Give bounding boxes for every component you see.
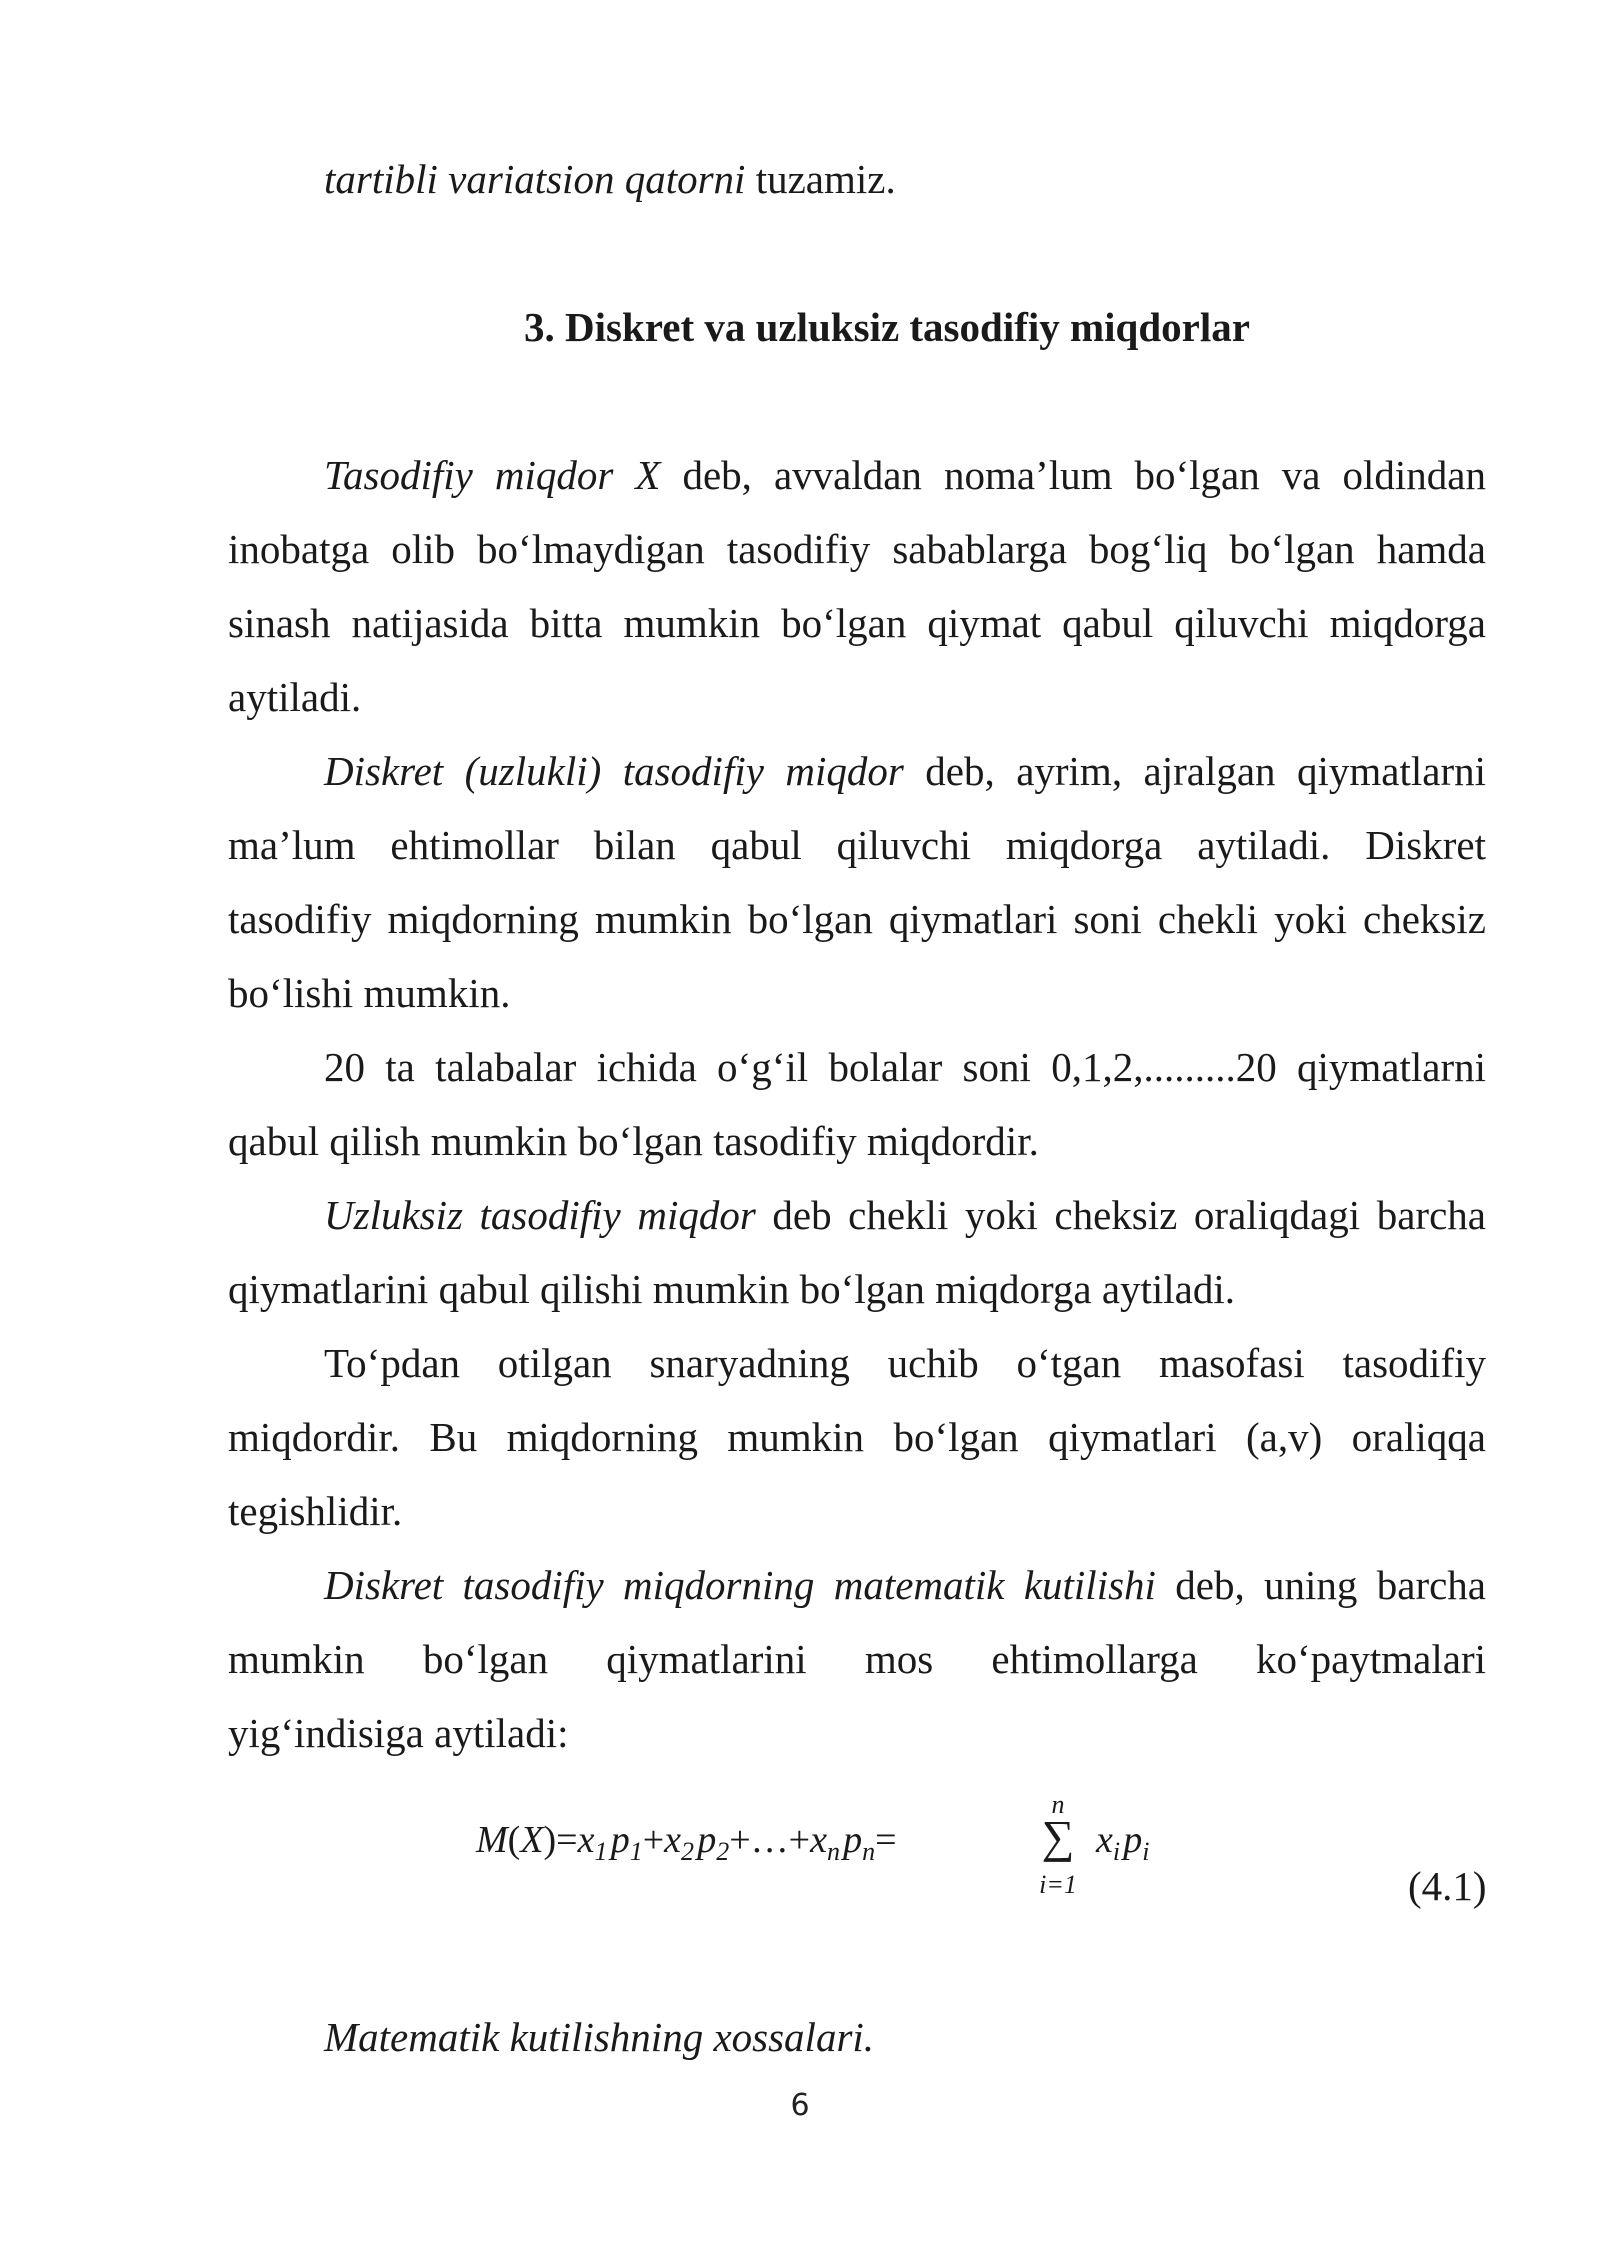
formula-xn: x [810,1819,827,1861]
sum-lower-limit: i=1 [1039,1870,1077,1899]
top-line-normal: tuzamiz. [745,156,896,202]
sum-x: x [1096,1819,1113,1861]
term-tasodifiy-miqdor: Tasodifiy miqdor X [324,452,661,498]
sum-x-index: i [1112,1837,1121,1866]
p4-line-1-text: deb chekli yoki cheksiz oraliqdagi barcha [755,1192,1486,1238]
p5-line-2: miqdordir. Bu miqdorning mumkin bo‘lgan qiymatlari (a,v) oraliqqa [228,1414,1486,1460]
p1-line-3: sinash natijasida bitta mumkin bo‘lgan qiymat qabul qiluvchi miqdorga [228,600,1486,646]
term-diskret: Diskret (uzlukli) tasodifiy miqdor [324,748,904,794]
formula-x2: x [664,1819,681,1861]
sum-sign: ∑ [1041,1811,1075,1862]
formula-sub-2b: 2 [716,1837,730,1866]
summation [1028,1790,1088,1920]
formula-main: $M(X)=x_1$ $p_1+x_2$ $p_2+\dots+x_n$ $p_n=$ [476,1819,897,1866]
formula-x-arg: X [520,1819,544,1861]
equation-number: (4.1) [1408,1863,1487,1909]
p6-line-3: yig‘indisiga aytiladi: [228,1710,569,1756]
formula-dots: … [750,1819,789,1861]
sum-upper-limit: n [1051,1790,1065,1819]
p2-line-4: bo‘lishi mumkin. [228,970,511,1016]
term-uzluksiz: Uzluksiz tasodifiy miqdor [324,1192,756,1238]
formula-sub-2a: 2 [681,1837,694,1866]
formula-x1: x [577,1819,595,1861]
p6-line-1-text: deb, uning barcha [1155,1562,1486,1608]
sum-p-index: i [1142,1837,1150,1866]
sum-p: p [1123,1819,1143,1861]
sum-term [1096,1818,1150,1867]
page-number: 6 [790,2088,810,2123]
p5-line-1: To‘pdan otilgan snaryadning uchib o‘tgan masofasi tasodifiy [324,1340,1486,1386]
top-line-italic: tartibli variatsion qatorni [324,156,746,202]
p4-line-2: qiymatlarini qabul qilishi mumkin bo‘lgan miqdorga aytiladi. [228,1266,1236,1312]
p2-line-1-text: deb, ayrim, ajralgan qiymatlarni [903,748,1487,794]
p2-line-3: tasodifiy miqdorning mumkin bo‘lgan qiymatlari soni chekli yoki cheksiz [228,896,1486,942]
p2-line-1 [228,746,1486,796]
formula-p1: p [610,1819,630,1861]
formula-sub-na: n [826,1837,840,1866]
formula-sub-1a: 1 [594,1837,608,1866]
p1-line-1-text: deb, avvaldan noma’lum bo‘lgan va oldindan [660,452,1486,498]
p2-line-2: ma’lum ehtimollar bilan qabul qiluvchi miqdorga aytiladi. Diskret [228,822,1486,868]
formula-p2: p [697,1819,717,1861]
document-page [228,0,1486,2262]
section-heading: 3. Diskret va uzluksiz tasodifiy miqdorlar [524,304,1250,350]
formula-sub-nb: n [862,1837,876,1866]
formula-sub-1b: 1 [629,1837,643,1866]
p1-line-2: inobatga olib bo‘lmaydigan tasodifiy sabablarga bog‘liq bo‘lgan hamda [228,526,1486,572]
formula-pn: p [843,1819,863,1861]
p6-line-1 [228,1560,1486,1610]
p1-line-1 [228,450,1486,500]
formula-m: M [476,1819,508,1861]
term-matematik-kutilish: Diskret tasodifiy miqdorning matematik kutilishi [324,1562,1156,1608]
closing-italic: Matematik kutilishning xossalari. [324,2014,875,2060]
p3-line-1: 20 ta talabalar ichida o‘g‘il bolalar soni 0,1,2,.........20 qiymatlarni [324,1044,1486,1090]
p1-line-4: aytiladi. [228,674,362,720]
top-line [228,154,1486,204]
closing-line [228,2012,1486,2062]
p4-line-1 [228,1190,1486,1240]
p5-line-3: tegishlidir. [228,1488,403,1534]
p6-line-2: mumkin bo‘lgan qiymatlarini mos ehtimollarga ko‘paytmalari [228,1636,1486,1682]
p3-line-2: qabul qilish mumkin bo‘lgan tasodifiy miqdordir. [228,1118,1039,1164]
